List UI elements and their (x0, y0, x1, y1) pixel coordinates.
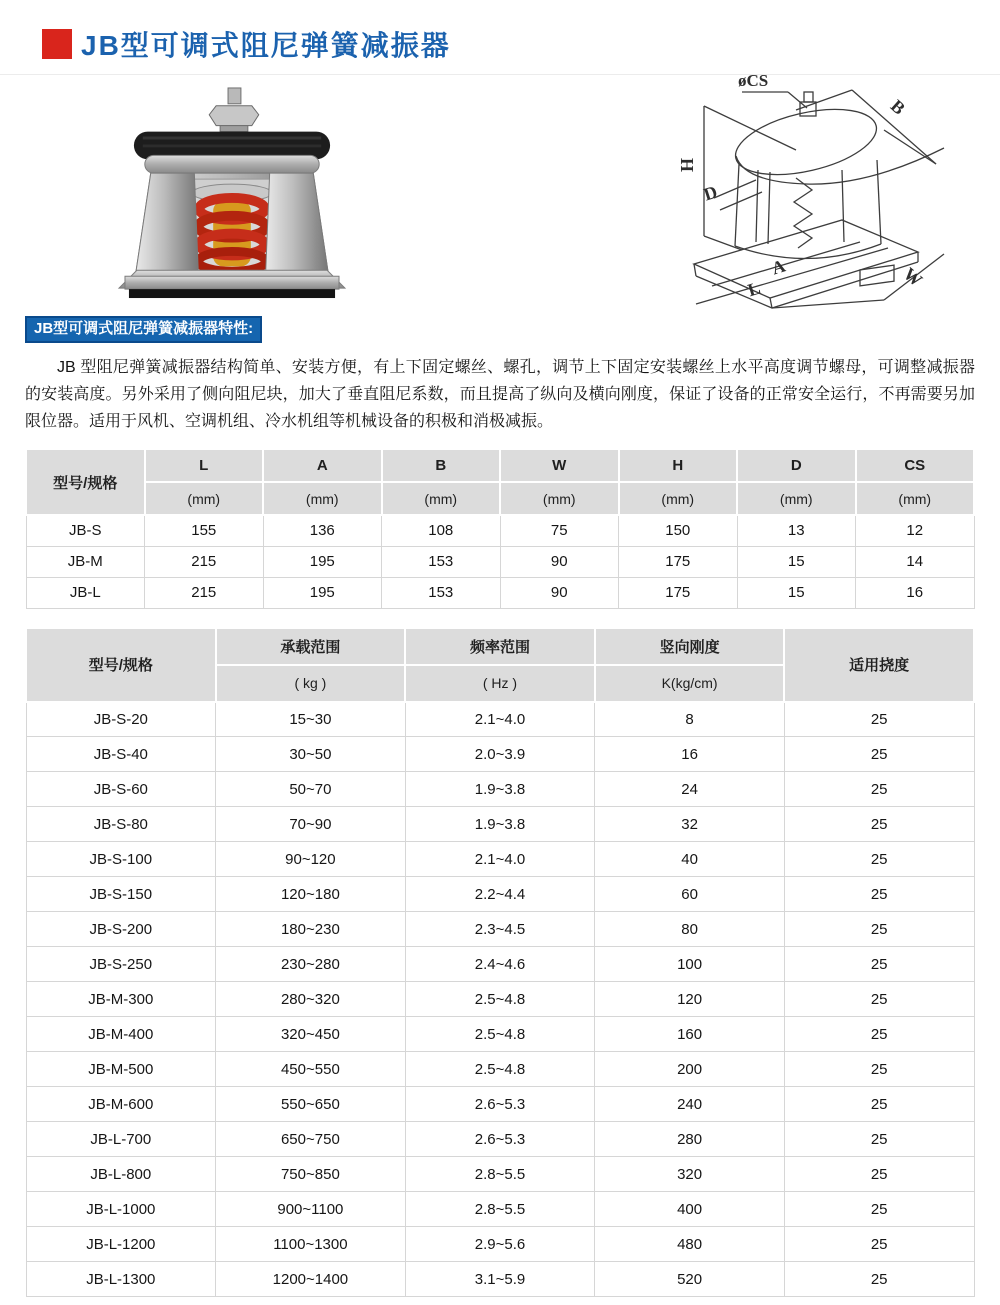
cell-freq: 1.9~3.8 (405, 772, 595, 807)
dim-col-h-header: H (619, 449, 738, 482)
cell-model: JB-L-800 (26, 1157, 216, 1192)
cell-load: 120~180 (216, 877, 406, 912)
cell-freq: 2.6~5.3 (405, 1087, 595, 1122)
cell-w: 90 (500, 577, 619, 608)
cell-deflection: 25 (784, 982, 974, 1017)
spec-col-stiffness-header: 竖向刚度 (595, 628, 785, 665)
cell-cs: 14 (856, 546, 975, 577)
cell-d: 15 (737, 546, 856, 577)
cell-load: 180~230 (216, 912, 406, 947)
cell-stiffness: 520 (595, 1262, 785, 1297)
cell-stiffness: 480 (595, 1227, 785, 1262)
spec-col-model-header: 型号/规格 (26, 628, 216, 702)
table-row (26, 1017, 974, 1052)
dim-label-l: L (745, 277, 763, 301)
table-row (26, 737, 974, 772)
cell-deflection: 25 (784, 1227, 974, 1262)
table-row (26, 912, 974, 947)
dim-label-cs: øCS (738, 71, 769, 90)
dim-col-model-header: 型号/规格 (26, 449, 145, 515)
cell-freq: 2.8~5.5 (405, 1157, 595, 1192)
cell-freq: 2.5~4.8 (405, 1052, 595, 1087)
cell-load: 70~90 (216, 807, 406, 842)
dim-label-d: D (701, 181, 720, 205)
table-row (26, 877, 974, 912)
cell-stiffness: 240 (595, 1087, 785, 1122)
cell-freq: 2.5~4.8 (405, 1017, 595, 1052)
cell-cs: 16 (856, 577, 975, 608)
cell-a: 136 (263, 515, 382, 546)
cell-freq: 1.9~3.8 (405, 807, 595, 842)
cell-freq: 2.2~4.4 (405, 877, 595, 912)
dim-col-cs-header: CS (856, 449, 975, 482)
table-row (26, 1192, 974, 1227)
cell-model: JB-L-1200 (26, 1227, 216, 1262)
cell-stiffness: 160 (595, 1017, 785, 1052)
cell-load: 1100~1300 (216, 1227, 406, 1262)
cell-model: JB-S-150 (26, 877, 216, 912)
cell-model: JB-S-100 (26, 842, 216, 877)
cell-deflection: 25 (784, 842, 974, 877)
cell-deflection: 25 (784, 912, 974, 947)
cell-load: 280~320 (216, 982, 406, 1017)
cell-d: 15 (737, 577, 856, 608)
table-row (26, 982, 974, 1017)
cell-freq: 2.0~3.9 (405, 737, 595, 772)
cell-deflection: 25 (784, 772, 974, 807)
table-row (26, 546, 974, 577)
cell-freq: 2.4~4.6 (405, 947, 595, 982)
table-row (26, 515, 974, 546)
table-row (26, 1227, 974, 1262)
cell-deflection: 25 (784, 877, 974, 912)
cell-model: JB-M-600 (26, 1087, 216, 1122)
cell-load: 90~120 (216, 842, 406, 877)
dim-unit-l: (mm) (145, 482, 264, 515)
spec-col-freq-header: 频率范围 (405, 628, 595, 665)
cell-deflection: 25 (784, 1262, 974, 1297)
dim-unit-h: (mm) (619, 482, 738, 515)
table-row (26, 842, 974, 877)
cell-load: 450~550 (216, 1052, 406, 1087)
spec-col-deflection-header: 适用挠度 (784, 628, 974, 702)
cell-freq: 2.1~4.0 (405, 842, 595, 877)
cell-stiffness: 200 (595, 1052, 785, 1087)
cell-stiffness: 32 (595, 807, 785, 842)
cell-stiffness: 40 (595, 842, 785, 877)
table-row (26, 772, 974, 807)
cell-model: JB-M-500 (26, 1052, 216, 1087)
table-row (26, 1262, 974, 1297)
spec-table-header (26, 628, 974, 702)
cell-freq: 2.9~5.6 (405, 1227, 595, 1262)
cell-load: 1200~1400 (216, 1262, 406, 1297)
table-row (26, 1052, 974, 1087)
cell-h: 150 (619, 515, 738, 546)
dimension-table-body (26, 515, 974, 608)
cell-deflection: 25 (784, 737, 974, 772)
cell-stiffness: 280 (595, 1122, 785, 1157)
cell-load: 650~750 (216, 1122, 406, 1157)
cell-model: JB-M (26, 546, 145, 577)
page-title: JB型可调式阻尼弹簧减振器 (81, 30, 451, 61)
product-description: JB 型阻尼弹簧减振器结构简单、安装方便，有上下固定螺丝、螺孔，调节上下固定安装螺丝上水平高度调节螺母，可调整减振器的安装高度。另外采用了侧向阻尼块，加大了垂直阻尼系数，而且提高了纵向及横向刚度，保证了设备的正常安全运行，不再需要另加限位器。适用于风机、空调机组、冷水机组等机械设备的积极和消极减振。 (25, 359, 975, 430)
cell-cs: 12 (856, 515, 975, 546)
cell-model: JB-S-80 (26, 807, 216, 842)
dimension-table (25, 448, 975, 609)
cell-load: 550~650 (216, 1087, 406, 1122)
media-row (0, 72, 1000, 314)
cell-model: JB-S (26, 515, 145, 546)
cell-stiffness: 60 (595, 877, 785, 912)
cell-load: 30~50 (216, 737, 406, 772)
cell-deflection: 25 (784, 947, 974, 982)
cell-model: JB-S-60 (26, 772, 216, 807)
dim-col-l-header: L (145, 449, 264, 482)
cell-model: JB-S-20 (26, 702, 216, 737)
cell-load: 230~280 (216, 947, 406, 982)
cell-model: JB-L-1000 (26, 1192, 216, 1227)
red-square-bullet-icon (42, 29, 72, 59)
table-row (26, 1087, 974, 1122)
cell-deflection: 25 (784, 1157, 974, 1192)
dimension-diagram (646, 68, 958, 318)
table-row (26, 1122, 974, 1157)
dim-label-w: W (899, 263, 927, 291)
cell-stiffness: 16 (595, 737, 785, 772)
cell-model: JB-L-700 (26, 1122, 216, 1157)
cell-freq: 2.6~5.3 (405, 1122, 595, 1157)
dim-col-d-header: D (737, 449, 856, 482)
cell-stiffness: 320 (595, 1157, 785, 1192)
cell-model: JB-M-300 (26, 982, 216, 1017)
table-row (26, 1157, 974, 1192)
cell-model: JB-S-250 (26, 947, 216, 982)
cell-freq: 2.1~4.0 (405, 702, 595, 737)
cell-l: 215 (145, 577, 264, 608)
spec-unit-freq: ( Hz ) (405, 665, 595, 702)
dim-unit-a: (mm) (263, 482, 382, 515)
dim-unit-d: (mm) (737, 482, 856, 515)
cell-load: 15~30 (216, 702, 406, 737)
cell-freq: 2.3~4.5 (405, 912, 595, 947)
cell-h: 175 (619, 577, 738, 608)
cell-model: JB-L (26, 577, 145, 608)
cell-deflection: 25 (784, 702, 974, 737)
cell-load: 50~70 (216, 772, 406, 807)
cell-deflection: 25 (784, 1122, 974, 1157)
dim-col-a-header: A (263, 449, 382, 482)
cell-freq: 3.1~5.9 (405, 1262, 595, 1297)
cell-a: 195 (263, 546, 382, 577)
feature-section-label: JB型可调式阻尼弹簧减振器特性: (25, 316, 262, 343)
cell-stiffness: 120 (595, 982, 785, 1017)
cell-stiffness: 100 (595, 947, 785, 982)
dim-label-a: A (769, 255, 788, 279)
cell-deflection: 25 (784, 1052, 974, 1087)
table-row (26, 807, 974, 842)
spec-unit-stiffness: K(kg/cm) (595, 665, 785, 702)
cell-a: 195 (263, 577, 382, 608)
cell-b: 153 (382, 577, 501, 608)
dim-col-w-header: W (500, 449, 619, 482)
dim-unit-w: (mm) (500, 482, 619, 515)
dimension-table-header (26, 449, 974, 515)
page-header (0, 0, 1000, 62)
spec-col-load-header: 承载范围 (216, 628, 406, 665)
table-row (26, 947, 974, 982)
cell-l: 155 (145, 515, 264, 546)
cell-load: 900~1100 (216, 1192, 406, 1227)
cell-b: 108 (382, 515, 501, 546)
cell-stiffness: 24 (595, 772, 785, 807)
spec-table (25, 627, 975, 1298)
cell-d: 13 (737, 515, 856, 546)
spec-unit-load: ( kg ) (216, 665, 406, 702)
cell-model: JB-L-1300 (26, 1262, 216, 1297)
cell-w: 75 (500, 515, 619, 546)
cell-l: 215 (145, 546, 264, 577)
table-row (26, 702, 974, 737)
cell-stiffness: 80 (595, 912, 785, 947)
spring-isolator-photo (103, 84, 361, 302)
cell-w: 90 (500, 546, 619, 577)
cell-load: 320~450 (216, 1017, 406, 1052)
dim-col-b-header: B (382, 449, 501, 482)
dim-unit-cs: (mm) (856, 482, 975, 515)
cell-deflection: 25 (784, 1192, 974, 1227)
cell-freq: 2.8~5.5 (405, 1192, 595, 1227)
cell-stiffness: 400 (595, 1192, 785, 1227)
cell-model: JB-M-400 (26, 1017, 216, 1052)
cell-stiffness: 8 (595, 702, 785, 737)
dim-unit-b: (mm) (382, 482, 501, 515)
dim-label-b: B (886, 95, 910, 119)
cell-deflection: 25 (784, 1087, 974, 1122)
spec-table-body (26, 702, 974, 1297)
cell-model: JB-S-40 (26, 737, 216, 772)
cell-h: 175 (619, 546, 738, 577)
cell-load: 750~850 (216, 1157, 406, 1192)
cell-freq: 2.5~4.8 (405, 982, 595, 1017)
table-row (26, 577, 974, 608)
cell-deflection: 25 (784, 1017, 974, 1052)
cell-b: 153 (382, 546, 501, 577)
cell-deflection: 25 (784, 807, 974, 842)
dim-label-h: H (677, 157, 698, 173)
product-photo (103, 84, 361, 302)
cell-model: JB-S-200 (26, 912, 216, 947)
